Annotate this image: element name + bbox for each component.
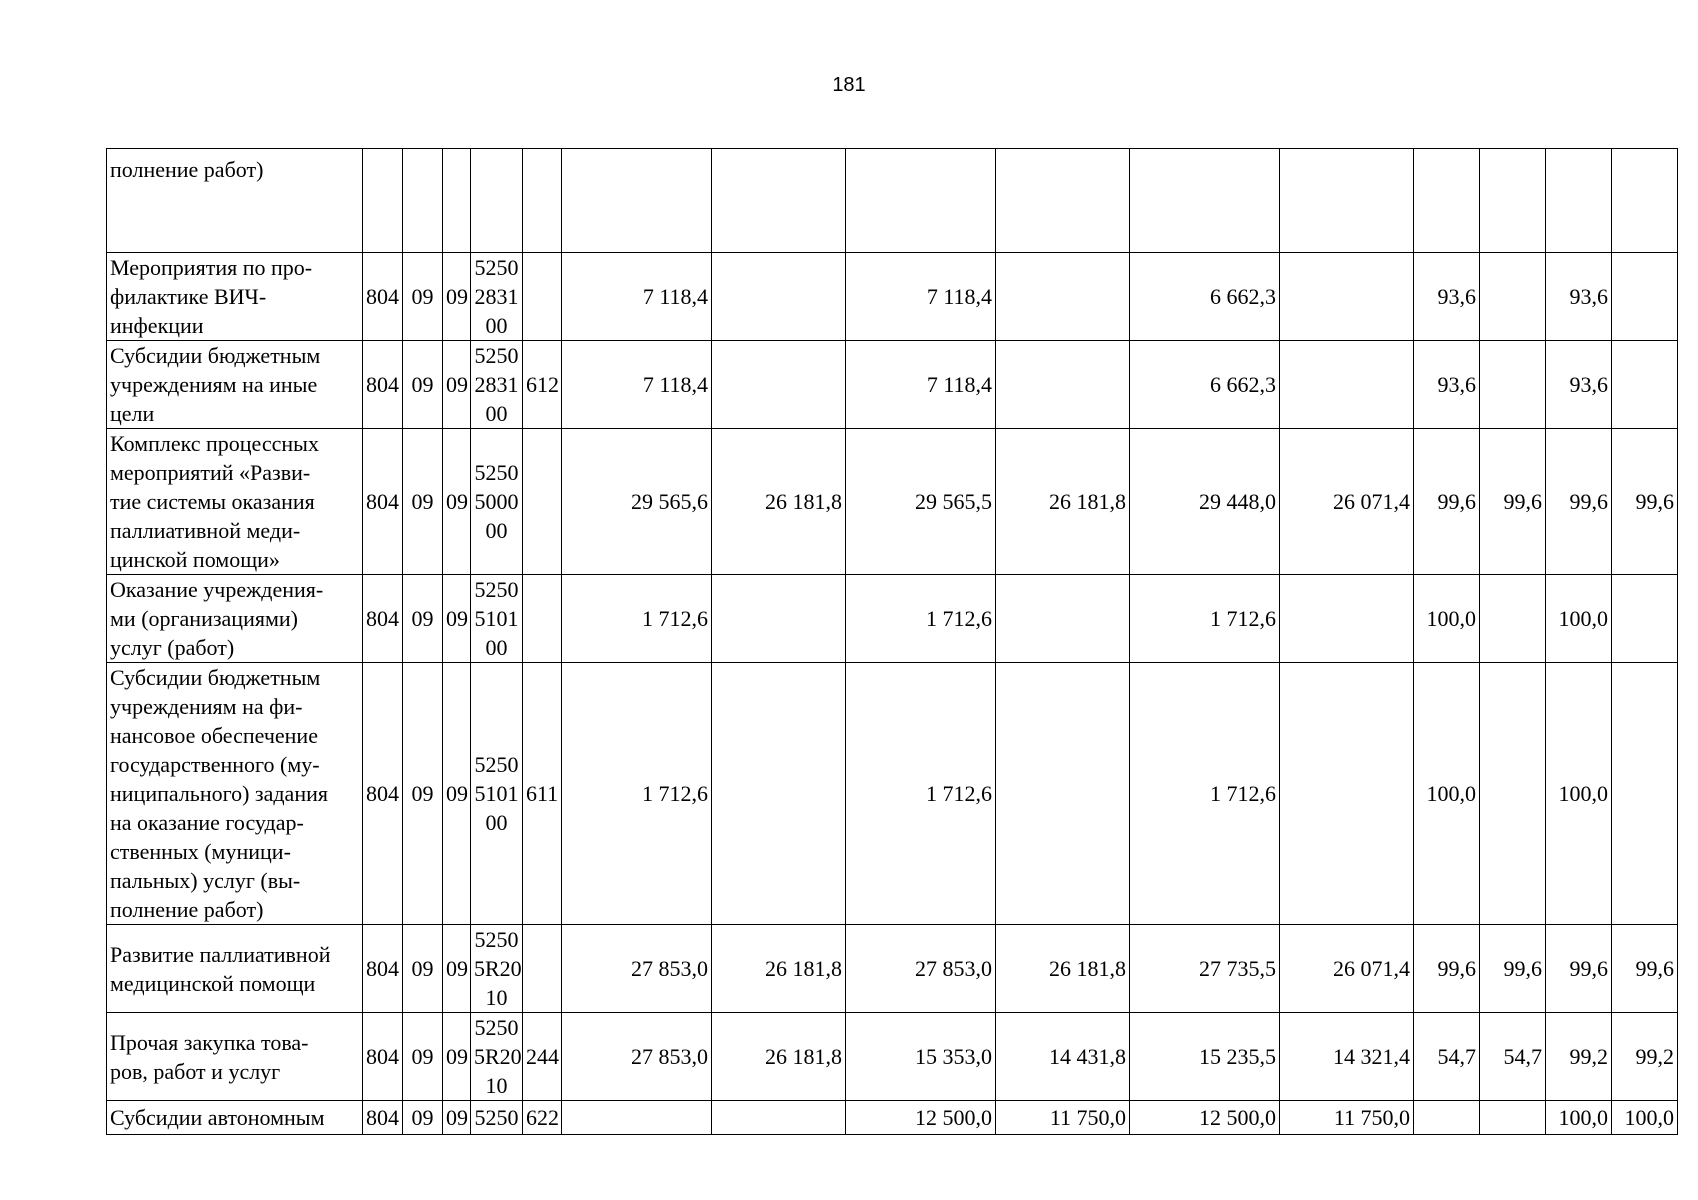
pct-spec-fed-cell [1612, 575, 1678, 663]
pct-plan-total-cell [1414, 149, 1480, 253]
row-name: Комплекс процессных мероприятий «Разви- тие системы оказания паллиативной меди- цинской помощи» [107, 429, 363, 575]
pct-plan-fed-cell: 54,7 [1480, 1013, 1546, 1101]
table-row [107, 341, 1678, 429]
plan-total-cell: 7 118,4 [562, 341, 712, 429]
pr-cell: 09 [443, 1013, 471, 1101]
pct-spec-fed-cell [1612, 253, 1678, 341]
plan-total-cell: 1 712,6 [562, 663, 712, 925]
exec-total-cell: 12 500,0 [1130, 1101, 1280, 1135]
budget-table [106, 148, 1678, 1135]
table-row [107, 575, 1678, 663]
row-name: Субсидии автономным [107, 1101, 363, 1135]
plan-fed-cell: 26 181,8 [712, 429, 846, 575]
exec-fed-cell [1280, 575, 1414, 663]
csr-cell: 5250 5R20 10 [471, 925, 523, 1013]
row-name: полнение работ) [107, 149, 363, 253]
pr-cell: 09 [443, 341, 471, 429]
pr-cell: 09 [443, 575, 471, 663]
row-name: Развитие паллиативной медицинской помощи [107, 925, 363, 1013]
vr-cell [523, 149, 562, 253]
exec-fed-cell [1280, 341, 1414, 429]
pct-spec-total-cell: 99,6 [1546, 925, 1612, 1013]
exec-fed-cell: 26 071,4 [1280, 429, 1414, 575]
plan-fed-cell: 26 181,8 [712, 925, 846, 1013]
vr-cell [523, 575, 562, 663]
pct-spec-fed-cell [1612, 663, 1678, 925]
pr-cell [443, 149, 471, 253]
exec-total-cell: 6 662,3 [1130, 341, 1280, 429]
table-row [107, 1101, 1678, 1135]
pct-spec-total-cell [1546, 149, 1612, 253]
pct-spec-total-cell: 99,2 [1546, 1013, 1612, 1101]
pct-plan-total-cell: 99,6 [1414, 925, 1480, 1013]
csr-cell: 5250 5101 00 [471, 663, 523, 925]
table-row [107, 253, 1678, 341]
pct-spec-fed-cell [1612, 149, 1678, 253]
rz-cell [403, 149, 443, 253]
kvsr-cell: 804 [363, 925, 403, 1013]
plan-fed-cell: 26 181,8 [712, 1013, 846, 1101]
plan-total-cell: 29 565,6 [562, 429, 712, 575]
exec-fed-cell [1280, 149, 1414, 253]
plan-fed-cell [712, 1101, 846, 1135]
table-row [107, 1013, 1678, 1101]
kvsr-cell: 804 [363, 1013, 403, 1101]
pct-spec-fed-cell: 100,0 [1612, 1101, 1678, 1135]
rz-cell: 09 [403, 663, 443, 925]
csr-cell [471, 149, 523, 253]
spec-total-cell: 7 118,4 [846, 253, 996, 341]
pct-spec-total-cell: 93,6 [1546, 253, 1612, 341]
pct-plan-fed-cell [1480, 1101, 1546, 1135]
vr-cell: 622 [523, 1101, 562, 1135]
pr-cell: 09 [443, 663, 471, 925]
exec-fed-cell: 26 071,4 [1280, 925, 1414, 1013]
csr-cell: 5250 5000 00 [471, 429, 523, 575]
exec-total-cell: 1 712,6 [1130, 575, 1280, 663]
vr-cell: 611 [523, 663, 562, 925]
plan-total-cell [562, 1101, 712, 1135]
pct-spec-total-cell: 99,6 [1546, 429, 1612, 575]
row-name: Оказание учреждения- ми (организациями) услуг (работ) [107, 575, 363, 663]
pct-spec-total-cell: 100,0 [1546, 1101, 1612, 1135]
row-name: Прочая закупка това- ров, работ и услуг [107, 1013, 363, 1101]
vr-cell [523, 429, 562, 575]
plan-total-cell: 1 712,6 [562, 575, 712, 663]
pr-cell: 09 [443, 925, 471, 1013]
spec-fed-cell [996, 149, 1130, 253]
exec-total-cell: 15 235,5 [1130, 1013, 1280, 1101]
spec-fed-cell [996, 253, 1130, 341]
pct-spec-fed-cell [1612, 341, 1678, 429]
plan-fed-cell [712, 341, 846, 429]
table-row [107, 925, 1678, 1013]
pct-plan-total-cell: 93,6 [1414, 341, 1480, 429]
plan-fed-cell [712, 253, 846, 341]
spec-fed-cell: 26 181,8 [996, 429, 1130, 575]
pct-plan-fed-cell [1480, 575, 1546, 663]
plan-total-cell: 7 118,4 [562, 253, 712, 341]
exec-fed-cell [1280, 663, 1414, 925]
spec-total-cell: 29 565,5 [846, 429, 996, 575]
rz-cell: 09 [403, 1101, 443, 1135]
pct-spec-total-cell: 93,6 [1546, 341, 1612, 429]
pct-plan-total-cell [1414, 1101, 1480, 1135]
pct-spec-total-cell: 100,0 [1546, 575, 1612, 663]
table-row [107, 149, 1678, 253]
pct-spec-total-cell: 100,0 [1546, 663, 1612, 925]
rz-cell: 09 [403, 1013, 443, 1101]
pct-spec-fed-cell: 99,6 [1612, 925, 1678, 1013]
exec-fed-cell: 11 750,0 [1280, 1101, 1414, 1135]
exec-total-cell: 27 735,5 [1130, 925, 1280, 1013]
plan-fed-cell [712, 575, 846, 663]
exec-total-cell: 6 662,3 [1130, 253, 1280, 341]
spec-total-cell: 15 353,0 [846, 1013, 996, 1101]
kvsr-cell: 804 [363, 575, 403, 663]
csr-cell: 5250 2831 00 [471, 341, 523, 429]
spec-total-cell: 1 712,6 [846, 575, 996, 663]
pct-plan-total-cell: 100,0 [1414, 663, 1480, 925]
spec-total-cell: 27 853,0 [846, 925, 996, 1013]
spec-fed-cell [996, 341, 1130, 429]
pct-plan-fed-cell: 99,6 [1480, 925, 1546, 1013]
kvsr-cell: 804 [363, 341, 403, 429]
plan-fed-cell [712, 149, 846, 253]
csr-cell: 5250 [471, 1101, 523, 1135]
pct-plan-fed-cell [1480, 663, 1546, 925]
row-name: Субсидии бюджетным учреждениям на иные цели [107, 341, 363, 429]
rz-cell: 09 [403, 253, 443, 341]
exec-total-cell: 29 448,0 [1130, 429, 1280, 575]
vr-cell [523, 253, 562, 341]
rz-cell: 09 [403, 575, 443, 663]
kvsr-cell: 804 [363, 1101, 403, 1135]
vr-cell: 244 [523, 1013, 562, 1101]
spec-total-cell [846, 149, 996, 253]
row-name: Мероприятия по про- филактике ВИЧ- инфекции [107, 253, 363, 341]
exec-total-cell [1130, 149, 1280, 253]
spec-fed-cell [996, 575, 1130, 663]
csr-cell: 5250 5101 00 [471, 575, 523, 663]
pct-plan-fed-cell: 99,6 [1480, 429, 1546, 575]
spec-fed-cell [996, 663, 1130, 925]
rz-cell: 09 [403, 925, 443, 1013]
kvsr-cell: 804 [363, 253, 403, 341]
pct-plan-fed-cell [1480, 253, 1546, 341]
pct-plan-total-cell: 99,6 [1414, 429, 1480, 575]
rz-cell: 09 [403, 341, 443, 429]
pct-plan-fed-cell [1480, 149, 1546, 253]
rz-cell: 09 [403, 429, 443, 575]
spec-total-cell: 12 500,0 [846, 1101, 996, 1135]
pct-plan-total-cell: 54,7 [1414, 1013, 1480, 1101]
exec-fed-cell [1280, 253, 1414, 341]
pct-spec-fed-cell: 99,2 [1612, 1013, 1678, 1101]
plan-total-cell [562, 149, 712, 253]
table-row [107, 429, 1678, 575]
plan-total-cell: 27 853,0 [562, 925, 712, 1013]
spec-fed-cell: 11 750,0 [996, 1101, 1130, 1135]
vr-cell: 612 [523, 341, 562, 429]
plan-total-cell: 27 853,0 [562, 1013, 712, 1101]
pr-cell: 09 [443, 253, 471, 341]
exec-total-cell: 1 712,6 [1130, 663, 1280, 925]
pr-cell: 09 [443, 1101, 471, 1135]
spec-total-cell: 1 712,6 [846, 663, 996, 925]
spec-fed-cell: 14 431,8 [996, 1013, 1130, 1101]
vr-cell [523, 925, 562, 1013]
spec-fed-cell: 26 181,8 [996, 925, 1130, 1013]
table-row [107, 663, 1678, 925]
pct-plan-total-cell: 93,6 [1414, 253, 1480, 341]
kvsr-cell [363, 149, 403, 253]
row-name: Субсидии бюджетным учреждениям на фи- нансовое обеспечение государственного (му- ниципального) задания на оказание государ- ственных (муници- пальных) услуг (вы- полнение работ) [107, 663, 363, 925]
pct-plan-total-cell: 100,0 [1414, 575, 1480, 663]
exec-fed-cell: 14 321,4 [1280, 1013, 1414, 1101]
pr-cell: 09 [443, 429, 471, 575]
page-number: 181 [832, 74, 866, 96]
kvsr-cell: 804 [363, 663, 403, 925]
csr-cell: 5250 2831 00 [471, 253, 523, 341]
plan-fed-cell [712, 663, 846, 925]
pct-spec-fed-cell: 99,6 [1612, 429, 1678, 575]
pct-plan-fed-cell [1480, 341, 1546, 429]
kvsr-cell: 804 [363, 429, 403, 575]
csr-cell: 5250 5R20 10 [471, 1013, 523, 1101]
spec-total-cell: 7 118,4 [846, 341, 996, 429]
